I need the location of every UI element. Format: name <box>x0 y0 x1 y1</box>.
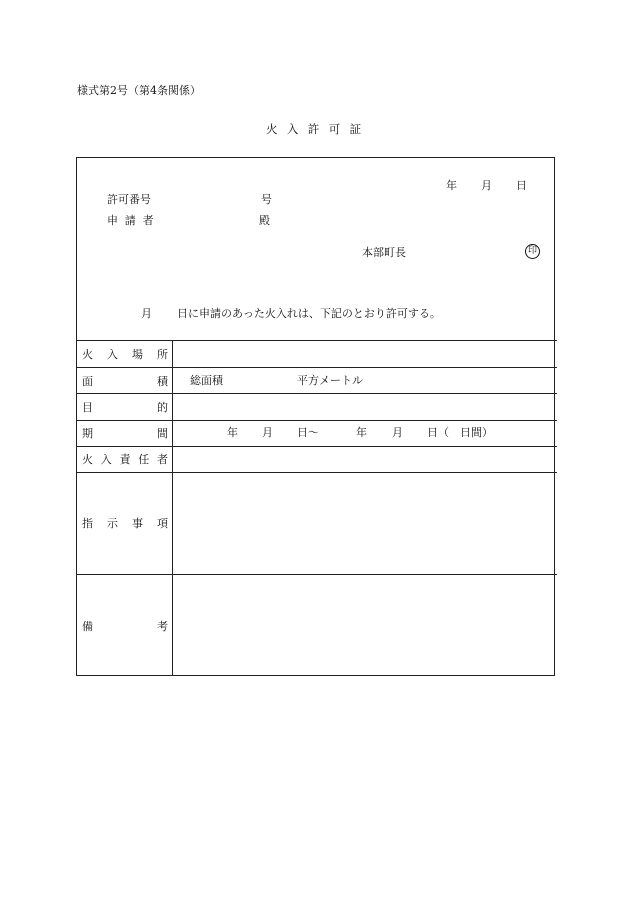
period-start-month: 月 <box>262 426 273 439</box>
area-unit: 平方メートル <box>297 374 363 387</box>
period-end-year: 年 <box>356 426 367 439</box>
row-divider <box>76 393 557 394</box>
permit-statement: 日に申請のあった火入れは、下記のとおり許可する。 <box>177 307 441 320</box>
form-number: 様式第2号（第4条関係） <box>77 84 201 97</box>
period-day-count: 日間） <box>460 426 493 439</box>
column-divider <box>172 340 173 676</box>
location-label: 火 入 場 所 <box>82 347 168 361</box>
responsible-person-label: 火 入 責 任 者 <box>82 452 168 466</box>
applicant-label: 申 請 者 <box>107 214 156 227</box>
permit-form-table <box>76 157 555 676</box>
permit-number-suffix: 号 <box>261 193 272 206</box>
row-divider <box>76 340 557 341</box>
period-start-day: 日〜 <box>297 426 319 439</box>
issue-date-month-label: 月 <box>481 179 492 192</box>
purpose-label: 目 的 <box>82 400 168 414</box>
statement-month: 月 <box>141 307 152 320</box>
instructions-label: 指 示 事 項 <box>82 516 168 530</box>
row-divider <box>76 420 557 421</box>
remarks-label: 備 考 <box>82 619 168 633</box>
issue-date-day-label: 日 <box>516 179 527 192</box>
row-divider <box>76 472 557 473</box>
row-divider <box>76 446 557 447</box>
period-end-month: 月 <box>392 426 403 439</box>
applicant-honorific: 殿 <box>259 214 270 227</box>
document-title: 火 入 許 可 証 <box>266 122 364 136</box>
total-area-label: 総面積 <box>190 374 223 387</box>
period-start-year: 年 <box>227 426 238 439</box>
area-label: 面 積 <box>82 374 168 388</box>
permit-number-label: 許可番号 <box>107 193 151 206</box>
period-end-day: 日（ <box>427 426 449 439</box>
issue-date-year-label: 年 <box>446 179 457 192</box>
issuer-name: 本部町長 <box>362 246 406 259</box>
row-divider <box>76 574 557 575</box>
row-divider <box>76 367 557 368</box>
period-label: 期 間 <box>82 426 168 440</box>
seal-mark: 印 <box>525 244 540 259</box>
